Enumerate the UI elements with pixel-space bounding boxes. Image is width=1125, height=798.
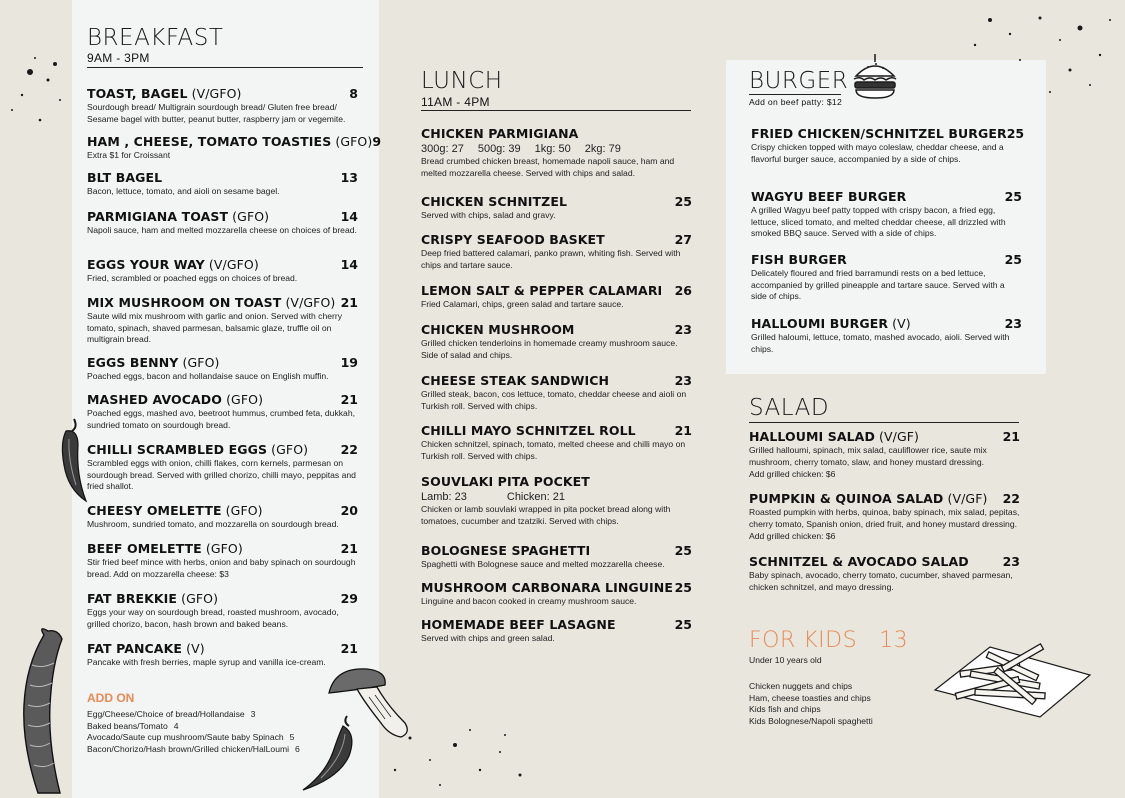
item-price: 13 bbox=[340, 170, 358, 185]
item-extra: Add grilled chicken: $6 bbox=[749, 469, 836, 479]
item-description: Napoli sauce, ham and melted mozzarella cheese on choices of bread. bbox=[87, 225, 357, 235]
addon-price: 4 bbox=[173, 720, 179, 731]
size-option: 2kg: 79 bbox=[584, 143, 621, 155]
item-tag: (GFO) bbox=[201, 541, 243, 556]
item-description: Roasted pumpkin with herbs, quinoa, baby spinach, mix salad, pepitas, cherry tomato, Spanish onion, dried fruit, and honey mustard dressing. bbox=[749, 507, 1020, 529]
item-name: SCHNITZEL & AVOCADO SALAD bbox=[749, 554, 969, 569]
item-name: TOAST, BAGEL bbox=[87, 86, 188, 101]
item-price: 21 bbox=[340, 392, 358, 407]
menu-item bbox=[87, 503, 358, 531]
kids-item: Kids fish and chips bbox=[749, 704, 821, 714]
item-name: HAM , CHEESE, TOMATO TOASTIES bbox=[87, 134, 332, 149]
size-option: Lamb: 23 bbox=[421, 491, 467, 503]
size-options bbox=[421, 143, 692, 155]
item-tag: (V/GF) bbox=[943, 491, 988, 506]
lunch-list bbox=[421, 0, 692, 798]
menu-item bbox=[421, 194, 692, 222]
item-description: Linguine and bacon cooked in creamy mushroom sauce. bbox=[421, 596, 637, 606]
addon-text: Baked beans/Tomato bbox=[87, 720, 168, 731]
item-name: CHILLI SCRAMBLED EGGS bbox=[87, 442, 268, 457]
item-description: Fried, scrambled or poached eggs on choices of bread. bbox=[87, 273, 298, 283]
item-price: 23 bbox=[674, 373, 692, 388]
item-name: PARMIGIANA TOAST bbox=[87, 209, 229, 224]
item-name: CRISPY SEAFOOD BASKET bbox=[421, 232, 605, 247]
item-description: Delicately floured and fried barramundi rests on a bed lettuce, accompanied by grilled pineapple and tartare sauce. Served with a side of chips. bbox=[751, 268, 1005, 301]
menu-item bbox=[749, 491, 1020, 543]
item-price: 29 bbox=[340, 591, 358, 606]
menu-item bbox=[87, 355, 358, 383]
menu-item bbox=[421, 322, 692, 361]
size-option: 1kg: 50 bbox=[534, 143, 571, 155]
item-name: CHICKEN MUSHROOM bbox=[421, 322, 575, 337]
menu-item bbox=[87, 209, 358, 237]
item-price: 9 bbox=[372, 134, 382, 149]
item-price: 26 bbox=[674, 283, 692, 298]
item-extra: Add grilled chicken: $6 bbox=[749, 531, 836, 541]
menu-item bbox=[421, 373, 692, 412]
item-description: Crispy chicken topped with mayo coleslaw, cheddar cheese, and a flavorful burger sauce, accompanied by a side of chips. bbox=[751, 142, 1004, 164]
menu-item bbox=[87, 442, 358, 493]
item-name: CHEESY OMELETTE bbox=[87, 503, 222, 518]
addon-text: Egg/Cheese/Choice of bread/Hollandaise bbox=[87, 709, 245, 719]
item-name: CHICKEN SCHNITZEL bbox=[421, 194, 568, 209]
item-price: 25 bbox=[1004, 252, 1022, 267]
item-price: 21 bbox=[1002, 429, 1020, 444]
item-price: 25 bbox=[674, 580, 692, 595]
item-description: Sourdough bread/ Multigrain sourdough bread/ Gluten free bread/ Sesame bagel with butter, peanut butter, raspberry jam or vegemite. bbox=[87, 102, 346, 124]
item-price: 23 bbox=[1002, 554, 1020, 569]
item-price: 21 bbox=[340, 541, 358, 556]
item-name: CHILLI MAYO SCHNITZEL ROLL bbox=[421, 423, 636, 438]
addon-price: 6 bbox=[295, 744, 300, 755]
item-description: Chicken or lamb souvlaki wrapped in pita pocket bread along with tomatoes, cucumber and tzatziki. Served with chips. bbox=[421, 504, 671, 526]
item-name: EGGS BENNY bbox=[87, 355, 179, 370]
kids-title bbox=[749, 628, 908, 653]
menu-item bbox=[87, 641, 358, 669]
menu-item bbox=[421, 126, 692, 179]
item-tag: (V/GFO) bbox=[281, 295, 336, 310]
kids-item: Kids Bolognese/Napoli spaghetti bbox=[749, 715, 873, 726]
item-description: Baby spinach, avocado, cherry tomato, cucumber, shaved parmesan, chicken schnitzel, and mayo dressing. bbox=[749, 570, 1013, 592]
item-name: CHEESE STEAK SANDWICH bbox=[421, 373, 610, 388]
item-tag: (GFO) bbox=[177, 591, 219, 606]
item-name: BEEF OMELETTE bbox=[87, 541, 202, 556]
item-name: FAT BREKKIE bbox=[87, 591, 178, 606]
addon-text: Avocado/Saute cup mushroom/Saute baby Spinach bbox=[87, 732, 284, 743]
item-description: Deep fried battered calamari, panko prawn, whiting fish. Served with chips and tartare sauce. bbox=[421, 248, 681, 270]
menu-item bbox=[87, 134, 382, 162]
menu-item bbox=[87, 257, 358, 285]
item-price: 14 bbox=[340, 257, 358, 272]
salad-title: SALAD bbox=[749, 395, 830, 421]
menu-item bbox=[749, 429, 1020, 481]
menu-item bbox=[87, 295, 358, 346]
item-tag: (GFO) bbox=[331, 134, 373, 149]
item-name: CHICKEN PARMIGIANA bbox=[421, 126, 579, 141]
item-tag: (GFO) bbox=[178, 355, 220, 370]
kids-list bbox=[749, 681, 873, 727]
item-description: Chicken schnitzel, spinach, tomato, melted cheese and chilli mayo on Turkish roll. Served with chips. bbox=[421, 439, 686, 461]
item-tag: (V) bbox=[182, 641, 205, 656]
fries-icon bbox=[930, 635, 1095, 720]
kids-price: 13 bbox=[879, 628, 909, 653]
item-name: PUMPKIN & QUINOA SALAD bbox=[749, 491, 944, 506]
kids-subtitle: Under 10 years old bbox=[749, 655, 822, 665]
item-description: Grilled halloumi, spinach, mix salad, cauliflower rice, saute mix mushroom, cherry tomato, slaw, and honey mustard dressing. bbox=[749, 445, 987, 467]
item-description: Spaghetti with Bolognese sauce and melted mozzarella cheese. bbox=[421, 559, 665, 569]
item-price: 25 bbox=[1006, 126, 1025, 141]
size-option: 500g: 39 bbox=[477, 143, 521, 155]
item-price: 23 bbox=[1004, 316, 1022, 331]
menu-item bbox=[421, 474, 692, 527]
item-name: BLT BAGEL bbox=[87, 170, 163, 185]
item-tag: (GFO) bbox=[228, 209, 270, 224]
item-name: HALLOUMI SALAD bbox=[749, 429, 875, 444]
item-description: Served with chips and green salad. bbox=[421, 633, 555, 643]
burger-title: BURGER bbox=[749, 68, 849, 94]
chilli-icon bbox=[52, 415, 92, 505]
item-name: HOMEMADE BEEF LASAGNE bbox=[421, 617, 616, 632]
item-name: MUSHROOM CARBONARA LINGUINE bbox=[421, 580, 673, 595]
burger-note: Add on beef patty: $12 bbox=[749, 97, 843, 107]
breakfast-hours: 9AM - 3PM bbox=[87, 51, 150, 65]
item-name: SOUVLAKI PITA POCKET bbox=[421, 474, 590, 489]
item-price: 23 bbox=[674, 322, 692, 337]
menu-item bbox=[87, 591, 358, 630]
item-name: MASHED AVOCADO bbox=[87, 392, 222, 407]
item-name: HALLOUMI BURGER bbox=[751, 316, 889, 331]
breakfast-title: BREAKFAST bbox=[87, 25, 224, 51]
item-price: 22 bbox=[1002, 491, 1020, 506]
item-description: Poached eggs, bacon and hollandaise sauce on English muffin. bbox=[87, 371, 329, 381]
item-price: 25 bbox=[674, 543, 692, 558]
addon-title: ADD ON bbox=[87, 691, 135, 705]
item-description: A grilled Wagyu beef patty topped with crispy bacon, a fried egg, lettuce, sliced tomato, and melted cheddar cheese, all drizzled with smoked BBQ sauce. Served with a side of chips. bbox=[751, 205, 1006, 238]
addon-price: 3 bbox=[250, 709, 256, 719]
menu-item bbox=[421, 283, 692, 311]
item-tag: (GFO) bbox=[221, 503, 263, 518]
item-description: Pancake with fresh berries, maple syrup and vanilla ice-cream. bbox=[87, 657, 326, 667]
item-description: Scrambled eggs with onion, chilli flakes, corn kernels, parmesan on sourdough bread. Served with grilled chorizo, chilli mayo, peppitas and fried shallot. bbox=[87, 458, 356, 491]
item-price: 25 bbox=[674, 194, 692, 209]
menu-item bbox=[87, 170, 358, 198]
kids-title-text: FOR KIDS bbox=[749, 628, 858, 653]
item-description: Grilled haloumi, lettuce, tomato, mashed avocado, aioli. Served with chips. bbox=[751, 332, 1010, 354]
menu-item bbox=[87, 392, 358, 431]
item-description: Grilled steak, bacon, cos lettuce, tomato, cheddar cheese and aioli on Turkish roll. Served with chips. bbox=[421, 389, 687, 411]
item-description: Bacon, lettuce, tomato, and aioli on sesame bagel. bbox=[87, 186, 280, 196]
menu-item bbox=[87, 541, 358, 580]
item-description: Eggs your way on sourdough bread, roasted mushroom, avocado, grilled chorizo, bacon, hash brown and baked beans. bbox=[87, 607, 339, 629]
item-price: 19 bbox=[340, 355, 358, 370]
item-name: FRIED CHICKEN/SCHNITZEL BURGER bbox=[751, 126, 1007, 141]
item-description: Saute wild mix mushroom with garlic and onion. Served with cherry tomato, spinach, shaved parmesan, balsamic glaze, truffle oil on multigrain bread. bbox=[87, 311, 343, 344]
breakfast-list bbox=[87, 0, 382, 798]
addon-price: 5 bbox=[289, 732, 295, 743]
item-description: Fried Calamari, chips, green salad and tartare sauce. bbox=[421, 299, 624, 309]
item-tag: (V/GF) bbox=[874, 429, 920, 444]
item-description: Stir fried beef mince with herbs, onion and baby spinach on sourdough bread. Add on mozzarella cheese: $3 bbox=[87, 557, 356, 579]
item-tag: (V/GFO) bbox=[187, 86, 242, 101]
item-name: EGGS YOUR WAY bbox=[87, 257, 205, 272]
item-price: 25 bbox=[1004, 189, 1022, 204]
chilli-icon bbox=[295, 712, 365, 794]
item-name: LEMON SALT & PEPPER CALAMARI bbox=[421, 283, 663, 298]
item-description: Bread crumbed chicken breast, homemade napoli sauce, ham and melted mozzarella cheese. Served with chips and salad. bbox=[421, 156, 675, 178]
kids-item: Chicken nuggets and chips bbox=[749, 681, 853, 691]
menu-item bbox=[421, 617, 692, 645]
item-name: FISH BURGER bbox=[751, 252, 847, 267]
item-name: WAGYU BEEF BURGER bbox=[751, 189, 907, 204]
item-price: 27 bbox=[674, 232, 692, 247]
item-name: MIX MUSHROOM ON TOAST bbox=[87, 295, 282, 310]
menu-item bbox=[749, 554, 1020, 593]
item-tag: (GFO) bbox=[222, 392, 264, 407]
lunch-hours: 11AM - 4PM bbox=[421, 95, 490, 109]
item-price: 25 bbox=[674, 617, 692, 632]
item-description: Served with chips, salad and gravy. bbox=[421, 210, 556, 220]
item-price: 22 bbox=[340, 442, 358, 457]
sausage-icon bbox=[8, 625, 80, 798]
menu-item bbox=[87, 86, 358, 125]
lunch-title: LUNCH bbox=[421, 68, 503, 94]
size-options bbox=[421, 491, 692, 503]
item-price: 8 bbox=[349, 86, 358, 101]
size-option: 300g: 27 bbox=[421, 143, 464, 155]
kids-item: Ham, cheese toasties and chips bbox=[749, 692, 871, 703]
item-price: 20 bbox=[340, 503, 358, 518]
item-price: 21 bbox=[340, 641, 358, 656]
menu-item bbox=[421, 543, 692, 571]
item-tag: (V) bbox=[888, 316, 911, 331]
item-price: 21 bbox=[340, 295, 358, 310]
item-price: 14 bbox=[340, 209, 358, 224]
menu-item bbox=[421, 232, 692, 271]
item-tag: (GFO) bbox=[267, 442, 309, 457]
item-tag: (V/GFO) bbox=[204, 257, 259, 272]
item-description: Extra $1 for Croissant bbox=[87, 150, 171, 160]
item-name: FAT PANCAKE bbox=[87, 641, 183, 656]
menu-item bbox=[421, 423, 692, 462]
item-description: Grilled chicken tenderloins in homemade creamy mushroom sauce. Side of salad and chips. bbox=[421, 338, 678, 360]
size-option: Chicken: 21 bbox=[506, 491, 565, 503]
item-name: BOLOGNESE SPAGHETTI bbox=[421, 543, 591, 558]
item-description: Poached eggs, mashed avo, beetroot hummus, crumbed feta, dukkah, sundried tomato on sourdough bread. bbox=[87, 408, 355, 430]
menu-item bbox=[421, 580, 692, 608]
addon-text: Bacon/Chorizo/Hash brown/Grilled chicken/HalLoumi bbox=[87, 744, 290, 755]
item-price: 21 bbox=[674, 423, 692, 438]
item-description: Mushroom, sundried tomato, and mozzarella on sourdough bread. bbox=[87, 519, 339, 529]
